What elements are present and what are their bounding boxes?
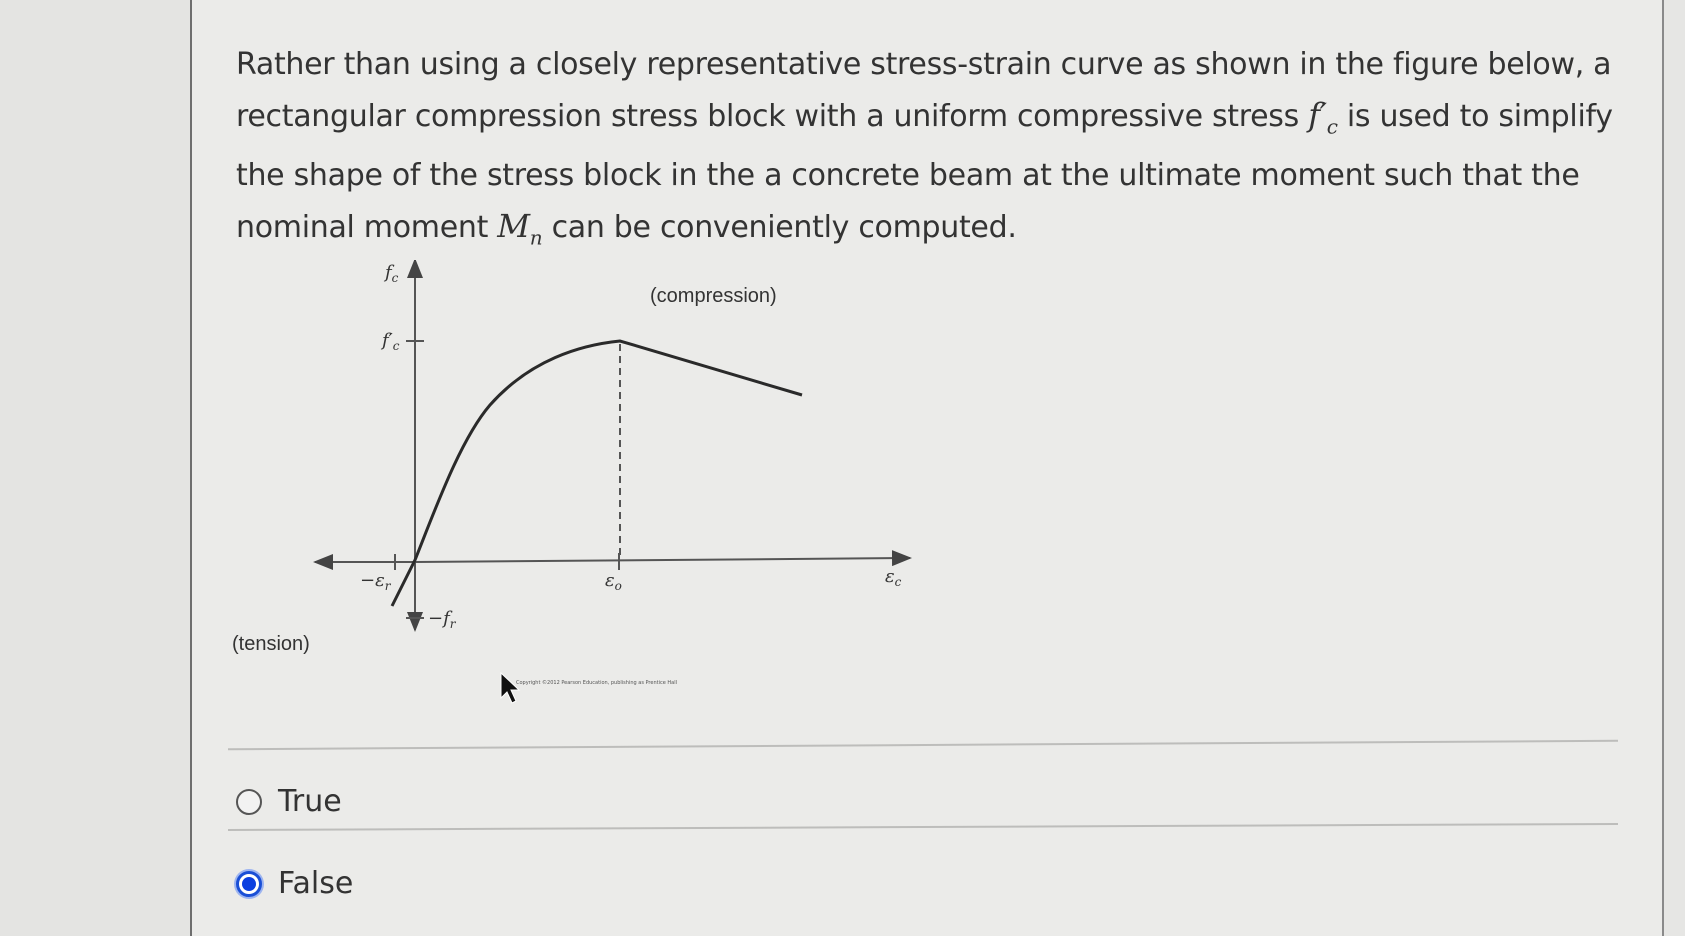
radio-false-selected[interactable] <box>236 871 262 897</box>
fc-prime-symbol: $f'_c$ <box>1308 96 1338 139</box>
question-text-part1: Rather than using a closely representative stress-strain curve as shown in the figure below, a rectangular compression stress block with a uniform compressive stress <box>236 47 1612 134</box>
fc-axis-label: $f_c$ <box>385 262 399 285</box>
figure-copyright: Copyright ©2012 Pearson Education, publishing as Prentice Hall <box>516 680 677 686</box>
left-gutter <box>0 0 190 936</box>
neg-eps-r-label: $-\varepsilon_r$ <box>360 570 391 593</box>
question-text-part2: is used to simplify the shape of the stress block in the a concrete beam at the ultimate moment such that the nominal moment <box>236 99 1613 246</box>
fc-prime-tick-label: $f'_c$ <box>382 330 400 353</box>
mn-symbol: $M_n$ <box>497 207 543 250</box>
stress-strain-diagram <box>220 260 940 700</box>
question-text-part3: can be conveniently computed. <box>542 210 1017 246</box>
eps-c-axis-label: $\varepsilon_c$ <box>885 566 902 589</box>
option-false-label: False <box>278 866 354 901</box>
neg-fr-label: $-f_r$ <box>428 608 456 631</box>
option-true[interactable] <box>236 784 342 819</box>
tension-label: (tension) <box>232 633 310 655</box>
compression-label: (compression) <box>650 285 777 307</box>
option-false[interactable] <box>236 866 353 901</box>
mouse-pointer-icon <box>500 672 522 710</box>
question-text <box>236 40 1616 263</box>
eps-o-label: $\varepsilon_o$ <box>605 570 622 593</box>
radio-true[interactable] <box>236 789 262 815</box>
stress-strain-curve <box>392 341 802 606</box>
stress-strain-figure <box>220 260 940 700</box>
x-axis <box>415 558 910 562</box>
option-true-label: True <box>278 784 342 819</box>
